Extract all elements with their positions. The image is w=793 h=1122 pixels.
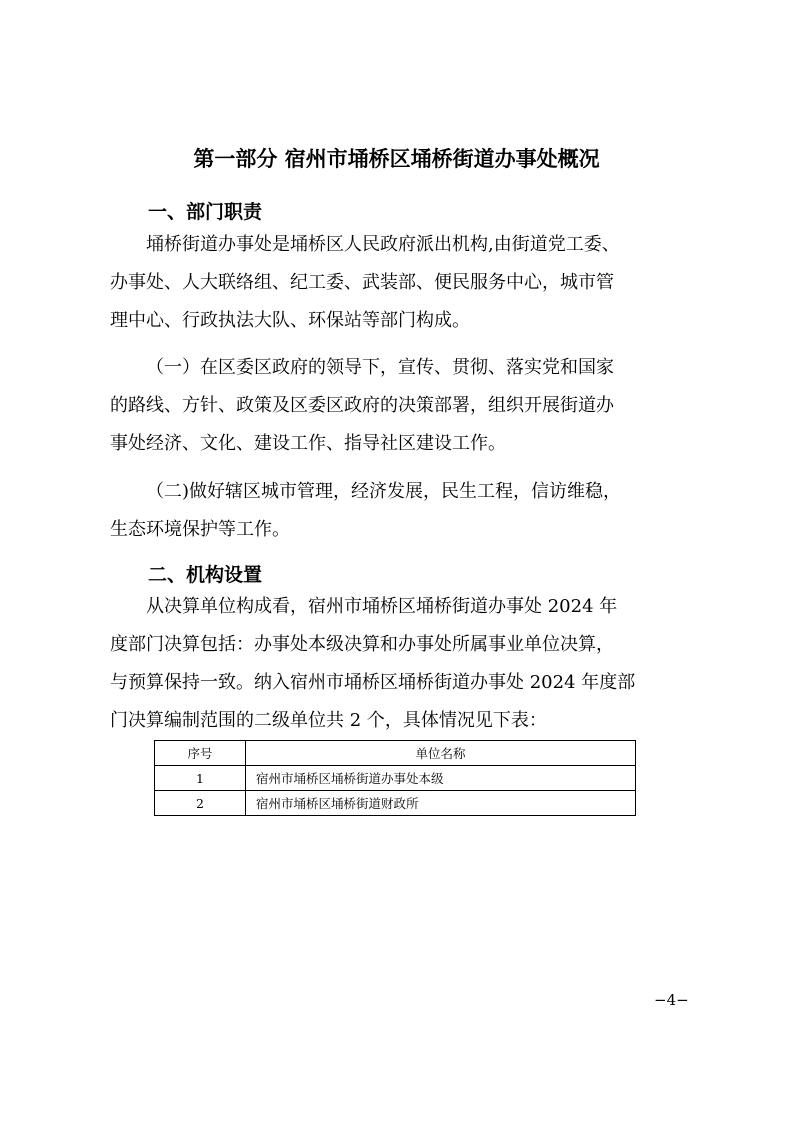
paragraph-line: 办事处、人大联络组、纪工委、武装部、便民服务中心，城市管: [110, 272, 614, 293]
table-row: [155, 766, 636, 791]
paragraph-line: 从决算单位构成看，宿州市埇桥区埇桥街道办事处 2024 年: [146, 596, 618, 617]
paragraph-line: 埇桥街道办事处是埇桥区人民政府派出机构,由街道党工委、: [146, 234, 620, 255]
table-cell-unit-name: 宿州市埇桥区埇桥街道财政所: [246, 791, 636, 816]
page-number: −4−: [654, 991, 689, 1009]
table-header-row: [155, 741, 636, 766]
table-row: [155, 791, 636, 816]
paragraph-line: 度部门决算包括：办事处本级决算和办事处所属事业单位决算，: [110, 634, 614, 655]
units-table: [154, 740, 636, 816]
table-cell-index: 2: [155, 791, 246, 816]
paragraph-line: 门决算编制范围的二级单位共 2 个，具体情况见下表：: [110, 710, 547, 731]
column-header-unit-name: 单位名称: [246, 741, 636, 766]
paragraph-line: （二)做好辖区城市管理，经济发展，民生工程，信访维稳，: [146, 481, 622, 502]
table-cell-index: 1: [155, 766, 246, 791]
paragraph-line: 生态环境保护等工作。: [110, 519, 290, 540]
page-title: 第一部分 宿州市埇桥区埇桥街道办事处概况: [193, 147, 600, 171]
paragraph-line: 与预算保持一致。纳入宿州市埇桥区埇桥街道办事处 2024 年度部: [110, 672, 636, 693]
paragraph-line: （一）在区委区政府的领导下，宣传、贯彻、落实党和国家: [146, 357, 614, 378]
section-heading-structure: 二、机构设置: [148, 564, 263, 586]
paragraph-line: 事处经济、文化、建设工作、指导社区建设工作。: [110, 433, 506, 454]
paragraph-line: 理中心、行政执法大队、环保站等部门构成。: [110, 310, 470, 331]
section-heading-duties: 一、部门职责: [148, 201, 263, 223]
paragraph-line: 的路线、方针、政策及区委区政府的决策部署，组织开展街道办: [110, 395, 614, 416]
column-header-index: 序号: [155, 741, 246, 766]
table-cell-unit-name: 宿州市埇桥区埇桥街道办事处本级: [246, 766, 636, 791]
